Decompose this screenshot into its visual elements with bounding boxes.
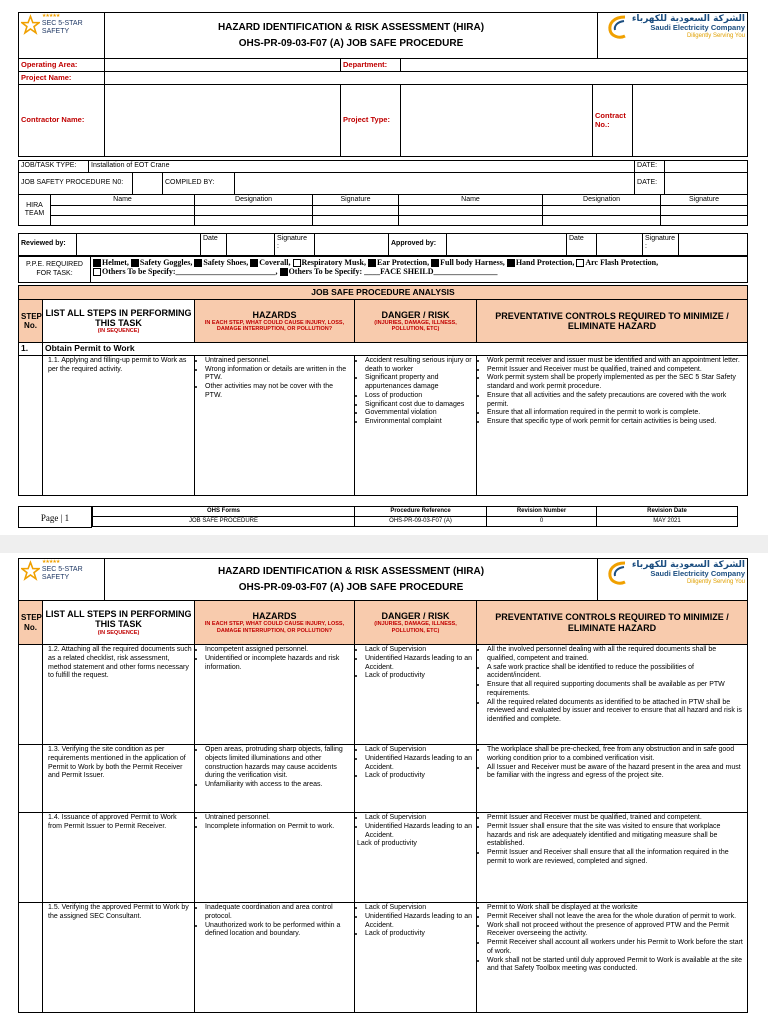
controls-cell: [477, 745, 748, 813]
revision-number-header: Revision Number: [487, 507, 597, 517]
project-type-label: Project Type:: [341, 85, 401, 157]
team-cell[interactable]: [661, 206, 748, 216]
col-hazards-sub: IN EACH STEP, WHAT COULD CAUSE INJURY, LOSS, DAMAGE INTERRUPTION, OR POLLUTION?: [204, 621, 345, 634]
bullet-item: • Significant property and appurtenances damage: [365, 374, 474, 392]
ppe-item-label: Coverall,: [259, 258, 291, 267]
bullet-list: [479, 746, 745, 781]
bullet-item: • Unfamiliarity with access to the areas.: [205, 781, 352, 790]
step-number-cell: [19, 745, 43, 813]
date-label-2: DATE:: [635, 173, 665, 195]
danger-risk-cell: [355, 745, 477, 813]
title-line-2: OHS-PR-09-03-F07 (A) JOB SAFE PROCEDURE: [238, 37, 464, 49]
bullet-list: [357, 746, 474, 781]
jsp-no-field[interactable]: [133, 173, 163, 195]
bullet-list: [357, 904, 474, 939]
procedure-ref-header: Procedure Reference: [355, 507, 487, 517]
col-hazards-sub: IN EACH STEP, WHAT COULD CAUSE INJURY, LOSS, DAMAGE INTERRUPTION, OR POLLUTION?: [204, 319, 345, 333]
ppe-table: [18, 256, 748, 283]
ppe-checkbox[interactable]: [293, 259, 301, 267]
col-name-1: Name: [51, 195, 195, 206]
bullet-item: • Ensure that all information required in the permit to work is complete.: [487, 409, 745, 418]
bullet-list: [197, 904, 352, 939]
analysis-table-p1: [18, 285, 748, 496]
ppe-checklist: [91, 257, 748, 283]
controls-cell: [477, 355, 748, 495]
others-specify-2: Others To be Specify: ____FACE SHEILD________________: [288, 267, 498, 277]
bullet-item: • All the required related documents as identified to be attached in PTW shall be reviewed and evaluated by issuer and receiver to ensure that all hazard and risk is identified and complete.: [487, 699, 745, 725]
col-signature-2: Signature: [661, 195, 748, 206]
col-steps-title: LIST ALL STEPS IN PERFORMING THIS TASK: [45, 307, 192, 328]
team-cell[interactable]: [399, 206, 543, 216]
review-signature-colon: :: [277, 243, 279, 251]
project-info-table: [18, 58, 748, 157]
bullet-item: • Permit Issuer and Receiver shall ensure that all the information required in the permit to work are reviewed, completed and signed.: [487, 849, 745, 867]
bullet-list: [197, 746, 352, 790]
page-1-footer: [18, 506, 748, 528]
compiled-by-label: COMPILED BY:: [163, 173, 235, 195]
sec-swirl-icon: [607, 14, 629, 40]
bullet-item: • Lack of productivity: [365, 672, 474, 681]
col-danger-title: DANGER / RISK: [381, 309, 450, 320]
col-designation-2: Designation: [543, 195, 661, 206]
bullet-item: • Lack of productivity: [365, 930, 474, 939]
team-cell[interactable]: [399, 216, 543, 226]
step-description: 1.4. Issuance of approved Permit to Work from Permit Issuer to Permit Receiver.: [43, 813, 195, 903]
approved-by-label: Approved by:: [389, 234, 447, 256]
bullet-item: • Unidentified Hazards leading to an Accident.: [365, 655, 474, 673]
approve-date-field[interactable]: [597, 234, 643, 256]
review-signature-field[interactable]: [315, 234, 389, 256]
bullet-item: • Environmental complaint: [365, 418, 474, 427]
bullet-list: [197, 646, 352, 672]
bullet-list: [479, 814, 745, 867]
bullet-item: • Permit Receiver shall account all workers under his Permit to Work before the start of work.: [487, 939, 745, 957]
approve-signature-colon: :: [645, 243, 647, 251]
bullet-item: • Lack of Supervision: [365, 814, 474, 823]
col-hazards-header: [195, 300, 355, 343]
col-danger-header: [355, 601, 477, 645]
revision-date-value: MAY 2021: [597, 517, 738, 527]
department-field[interactable]: [401, 59, 748, 72]
star-logo-icon: [21, 14, 40, 36]
company-name-arabic: الشركة السعودية للكهرباء: [631, 560, 745, 571]
controls-cell: [477, 813, 748, 903]
col-danger-sub: (INJURIES, DAMAGE, ILLNESS, POLLUTION, ETC): [374, 319, 457, 333]
team-cell[interactable]: [313, 206, 399, 216]
doc-header-2: [18, 558, 748, 601]
bullet-list: [197, 814, 352, 832]
hazards-cell: [195, 745, 355, 813]
bullet-item: • Permit Issuer and Receiver must be qualified, trained and competent.: [487, 814, 745, 823]
bullet-item: • Permit Receiver shall not leave the area for the whole duration of permit to work.: [487, 913, 745, 922]
bullet-item: • Open areas, protruding sharp objects, falling objects limited illuminations and other construction hazards may cause accidents during the verification visit.: [205, 746, 352, 781]
rows-page-2: [19, 645, 748, 1013]
team-cell[interactable]: [195, 206, 313, 216]
department-label: Department:: [341, 59, 401, 72]
ppe-checkbox[interactable]: [507, 259, 515, 267]
bullet-item: • Inadequate coordination and area control protocol.: [205, 904, 352, 922]
col-controls-header: PREVENTATIVE CONTROLS REQUIRED TO MINIMIZE / ELIMINATE HAZARD: [477, 300, 748, 343]
team-cell[interactable]: [543, 206, 661, 216]
bullet-item: • Permit to Work shall be displayed at the worksite: [487, 904, 745, 913]
step-number-cell: [19, 903, 43, 1013]
bullet-item: • Governmental violation: [365, 409, 474, 418]
compiled-by-field[interactable]: [235, 173, 635, 195]
bullet-item: • Loss of production: [365, 392, 474, 401]
review-date-label: [201, 234, 227, 256]
bullet-list: [479, 357, 745, 427]
col-steps-sub: (IN SEQUENCE): [97, 629, 140, 636]
approve-signature-field[interactable]: [679, 234, 748, 256]
title-line-1: HAZARD IDENTIFICATION & RISK ASSESSMENT (HIRA): [217, 565, 485, 577]
ppe-label: P.P.E. REQUIRED FOR TASK:: [19, 257, 91, 283]
logo-left-text: SEC 5-STAR SAFETY: [41, 19, 83, 35]
bullet-list: [197, 357, 352, 401]
ohs-forms-value: JOB SAFE PROCEDURE: [93, 517, 355, 527]
page-separator: [0, 535, 768, 553]
bullet-list: [479, 904, 745, 974]
bullet-item: • Untrained personnel.: [205, 357, 352, 366]
step-number-cell: [19, 813, 43, 903]
col-step-no: STEP No.: [19, 300, 43, 343]
bullet-item: • Ensure that specific type of work permit for certain activities is being used.: [487, 418, 745, 427]
hazards-cell: [195, 903, 355, 1013]
revision-number-value: 0: [487, 517, 597, 527]
bullet-item: • Work shall not be started until duly approved Permit to Work is available at the site and that Safety Toolbox meeting was conducted.: [487, 957, 745, 975]
contract-no-field[interactable]: [633, 85, 748, 157]
ohs-forms-header: OHS Forms: [93, 507, 355, 517]
review-date-field[interactable]: [227, 234, 275, 256]
bullet-item: • Unauthorized work to be performed within a defined location and boundary.: [205, 922, 352, 940]
review-signature-label: [275, 234, 315, 256]
reviewed-by-label: Reviewed by:: [19, 234, 77, 256]
bullet-item: • Lack of Supervision: [365, 904, 474, 913]
team-cell[interactable]: [195, 216, 313, 226]
col-danger-header: [355, 300, 477, 343]
ppe-item-label: Hand Protection,: [515, 258, 575, 267]
bullet-list: [357, 357, 474, 427]
procedure-ref-value: OHS-PR-09-03-F07 (A): [355, 517, 487, 527]
jsp-no-label: JOB SAFETY PROCEDURE N0:: [19, 173, 133, 195]
team-cell[interactable]: [51, 216, 195, 226]
bullet-item: • Permit Issuer shall ensure that the site was visited to ensure that workplace hazards and risk are adequately identified and mitigating measure shall be established.: [487, 823, 745, 849]
procedure-step-row: [19, 903, 748, 1013]
step-description: 1.3. Verifying the site condition as per requirements mentioned in the application of Permit to Work by both the Permit Receiver and Permit Issuer.: [43, 745, 195, 813]
bullet-item: • Ensure that all activities and the safety precautions are covered with the work permit.: [487, 392, 745, 410]
ppe-checkbox[interactable]: [368, 259, 376, 267]
title-line-2: OHS-PR-09-03-F07 (A) JOB SAFE PROCEDURE: [238, 581, 464, 593]
bullet-item: • Work permit receiver and issuer must be identified and with an appointment letter.: [487, 357, 745, 366]
team-cell[interactable]: [661, 216, 748, 226]
company-tagline: Diligently Serving You: [686, 579, 745, 586]
reviewed-by-field[interactable]: [77, 234, 201, 256]
ppe-item-label: Ear Protection,: [376, 258, 430, 267]
col-hazards-title: HAZARDS: [252, 611, 297, 622]
job-info-table: [18, 160, 748, 195]
bullet-item: • Unidentified Hazards leading to an Accident.: [365, 755, 474, 773]
step-description: 1.1. Applying and filling-up permit to Work as per the required activity.: [43, 355, 195, 495]
bullet-item: • Other activities may not be cover with the PTW.: [205, 383, 352, 401]
ppe-line-2: [93, 267, 745, 276]
hazards-cell: [195, 813, 355, 903]
col-steps-header: [43, 300, 195, 343]
step-number-cell: [19, 355, 43, 495]
procedure-step-row: [19, 645, 748, 745]
others-specify-1: Others To be Specify:_________________________,: [102, 267, 278, 277]
sec-company-logo: [598, 13, 748, 59]
bullet-item: • Lack of Supervision: [365, 646, 474, 655]
bullet-item: • Permit Issuer and Receiver must be qualified, trained and competent.: [487, 366, 745, 375]
bullet-item: • All the involved personnel dealing with all the required documents shall be qualified, competent and trained.: [487, 646, 745, 664]
procedure-step-row: [19, 355, 748, 495]
page-number: Page | 1: [18, 506, 92, 528]
review-approval-table: [18, 233, 748, 256]
hira-team-label: HIRA TEAM: [19, 195, 51, 226]
analysis-title: JOB SAFE PROCEDURE ANALYSIS: [19, 286, 748, 300]
danger-risk-cell: [355, 645, 477, 745]
ppe-item-label: Safety Goggles,: [139, 258, 193, 267]
stars-icon: ★★★★★: [41, 13, 60, 20]
hira-team-table: [18, 194, 748, 226]
rows-page-1: [19, 355, 748, 495]
bullet-item: • The workplace shall be pre-checked, free from any obstruction and in safe good working condition prior to a combined verification visit.: [487, 746, 745, 764]
section-number: 1.: [19, 343, 43, 356]
danger-risk-cell: [355, 903, 477, 1013]
ppe-checkbox[interactable]: [576, 259, 584, 267]
ppe-checkbox[interactable]: [93, 259, 101, 267]
ppe-checkbox[interactable]: [431, 259, 439, 267]
job-task-type-value: Installation of EOT Crane: [89, 161, 635, 173]
page-2: [0, 553, 768, 1024]
contractor-name-label: Contractor Name:: [19, 85, 105, 157]
bullet-item: • Significant cost due to damages: [365, 401, 474, 410]
bullet-item: • A safe work practice shall be identified to reduce the possibilities of accident/incident.: [487, 664, 745, 682]
approve-signature-text: Signature: [645, 235, 675, 242]
ppe-item-label: Helmet,: [102, 258, 129, 267]
stars-icon: ★★★★★: [41, 559, 60, 566]
col-steps-title: LIST ALL STEPS IN PERFORMING THIS TASK: [45, 609, 192, 630]
bullet-item: • Lack of productivity: [365, 772, 474, 781]
company-name-english: Saudi Electricity Company: [650, 23, 745, 33]
review-signature-text: Signature: [277, 235, 307, 242]
contractor-name-field[interactable]: [105, 85, 341, 157]
ppe-checkbox[interactable]: [250, 259, 258, 267]
job-task-type-label: JOB/TASK TYPE:: [19, 161, 89, 173]
ppe-item-label: Arc Flash Protection,: [585, 258, 659, 267]
step-number-cell: [19, 645, 43, 745]
sec-5-star-logo: [19, 13, 105, 59]
bullet-item: • Work shall not proceed without the presence of approved PTW and the Permit Receiver overseeing the activity.: [487, 922, 745, 940]
bullet-item: • Work permit system shall be properly implemented as per the SEC 5 Star Safety standard and work permit procedure.: [487, 374, 745, 392]
danger-risk-cell: [355, 813, 477, 903]
project-type-field[interactable]: [401, 85, 593, 157]
col-name-2: Name: [399, 195, 543, 206]
bullet-list: [479, 646, 745, 725]
document-title: [105, 559, 598, 601]
bullet-list: [357, 814, 474, 840]
company-tagline: Diligently Serving You: [686, 33, 745, 40]
bullet-item: • Incompetent assigned personnel.: [205, 646, 352, 655]
col-hazards-title: HAZARDS: [252, 309, 297, 320]
doc-header: [18, 12, 748, 59]
ppe-item-label: Safety Shoes,: [203, 258, 249, 267]
bullet-item: • All Issuer and Receiver must be aware of the hazard present in the area and must be familiar with the ingress and egress of the project site.: [487, 764, 745, 782]
ppe-checkbox[interactable]: [131, 259, 139, 267]
team-cell[interactable]: [543, 216, 661, 226]
bullet-item: • Unidentified Hazards leading to an Accident.: [365, 913, 474, 931]
approved-by-field[interactable]: [447, 234, 567, 256]
bullet-item: • Wrong information or details are written in the PTW.: [205, 366, 352, 384]
logo-left-text: SEC 5-STAR SAFETY: [41, 565, 83, 581]
sec-5-star-logo: [19, 559, 105, 601]
ppe-item-label: Respiratory Musk,: [301, 258, 366, 267]
company-name-english: Saudi Electricity Company: [650, 569, 745, 579]
bullet-item: • Ensure that all required supporting documents shall be available as per PTW requirements.: [487, 681, 745, 699]
others-checkbox-2[interactable]: [280, 268, 288, 276]
bullet-list: [357, 646, 474, 681]
revision-date-header: Revision Date: [597, 507, 738, 517]
step-description: 1.5. Verifying the approved Permit to Work by the assigned SEC Consultant.: [43, 903, 195, 1013]
procedure-step-row: [19, 745, 748, 813]
document-title: [105, 13, 598, 59]
sec-swirl-icon: [607, 560, 629, 586]
col-steps-header: [43, 601, 195, 645]
team-cell[interactable]: [313, 216, 399, 226]
ppe-line-1: [93, 258, 745, 267]
section-title: Obtain Permit to Work: [43, 343, 748, 356]
procedure-step-row: [19, 813, 748, 903]
bullet-item: • Unidentified Hazards leading to an Accident.: [365, 823, 474, 841]
analysis-table-p2: [18, 600, 748, 1013]
danger-tail: Lack of productivity: [357, 840, 417, 848]
hazards-cell: [195, 355, 355, 495]
col-signature-1: Signature: [313, 195, 399, 206]
ppe-item-label: Full body Harness,: [440, 258, 505, 267]
bullet-item: • Incomplete information on Permit to work.: [205, 823, 352, 832]
company-name-arabic: الشركة السعودية للكهرباء: [631, 14, 745, 25]
approve-date-label: [567, 234, 597, 256]
bullet-item: • Unidentified or incomplete hazards and risk information.: [205, 655, 352, 673]
revision-table: [92, 506, 738, 527]
col-danger-title: DANGER / RISK: [381, 611, 450, 622]
sec-company-logo: [598, 559, 748, 601]
approve-date-text: Date: [569, 235, 584, 242]
step-description: 1.2. Attaching all the required documents such as a related checklist, risk assessment, method statement and other forms necessary to fulfill the request.: [43, 645, 195, 745]
ppe-checkbox[interactable]: [194, 259, 202, 267]
hazards-cell: [195, 645, 355, 745]
date-field-1[interactable]: [665, 161, 748, 173]
date-field-2[interactable]: [665, 173, 748, 195]
project-name-label: Project Name:: [19, 72, 105, 85]
col-step-no: STEP No.: [19, 601, 43, 645]
bullet-item: • Accident resulting serious injury or death to worker: [365, 357, 474, 375]
date-label-1: DATE:: [635, 161, 665, 173]
team-cell[interactable]: [51, 206, 195, 216]
approve-signature-label: [643, 234, 679, 256]
bullet-item: • Lack of Supervision: [365, 746, 474, 755]
review-date-text: Date: [203, 235, 218, 242]
col-controls-header: PREVENTATIVE CONTROLS REQUIRED TO MINIMIZE / ELIMINATE HAZARD: [477, 601, 748, 645]
controls-cell: [477, 903, 748, 1013]
col-danger-sub: (INJURIES, DAMAGE, ILLNESS, POLLUTION, ETC): [374, 621, 457, 634]
contract-no-label: Contract No.:: [593, 85, 633, 157]
operating-area-field[interactable]: [105, 59, 341, 72]
title-line-1: HAZARD IDENTIFICATION & RISK ASSESSMENT (HIRA): [217, 21, 485, 33]
col-steps-sub: (IN SEQUENCE): [97, 328, 140, 335]
controls-cell: [477, 645, 748, 745]
project-name-field[interactable]: [105, 72, 748, 85]
operating-area-label: Operating Area:: [19, 59, 105, 72]
col-hazards-header: [195, 601, 355, 645]
others-checkbox-1[interactable]: [93, 268, 101, 276]
col-designation-1: Designation: [195, 195, 313, 206]
danger-risk-cell: [355, 355, 477, 495]
bullet-item: • Untrained personnel.: [205, 814, 352, 823]
star-logo-icon: [21, 560, 40, 582]
